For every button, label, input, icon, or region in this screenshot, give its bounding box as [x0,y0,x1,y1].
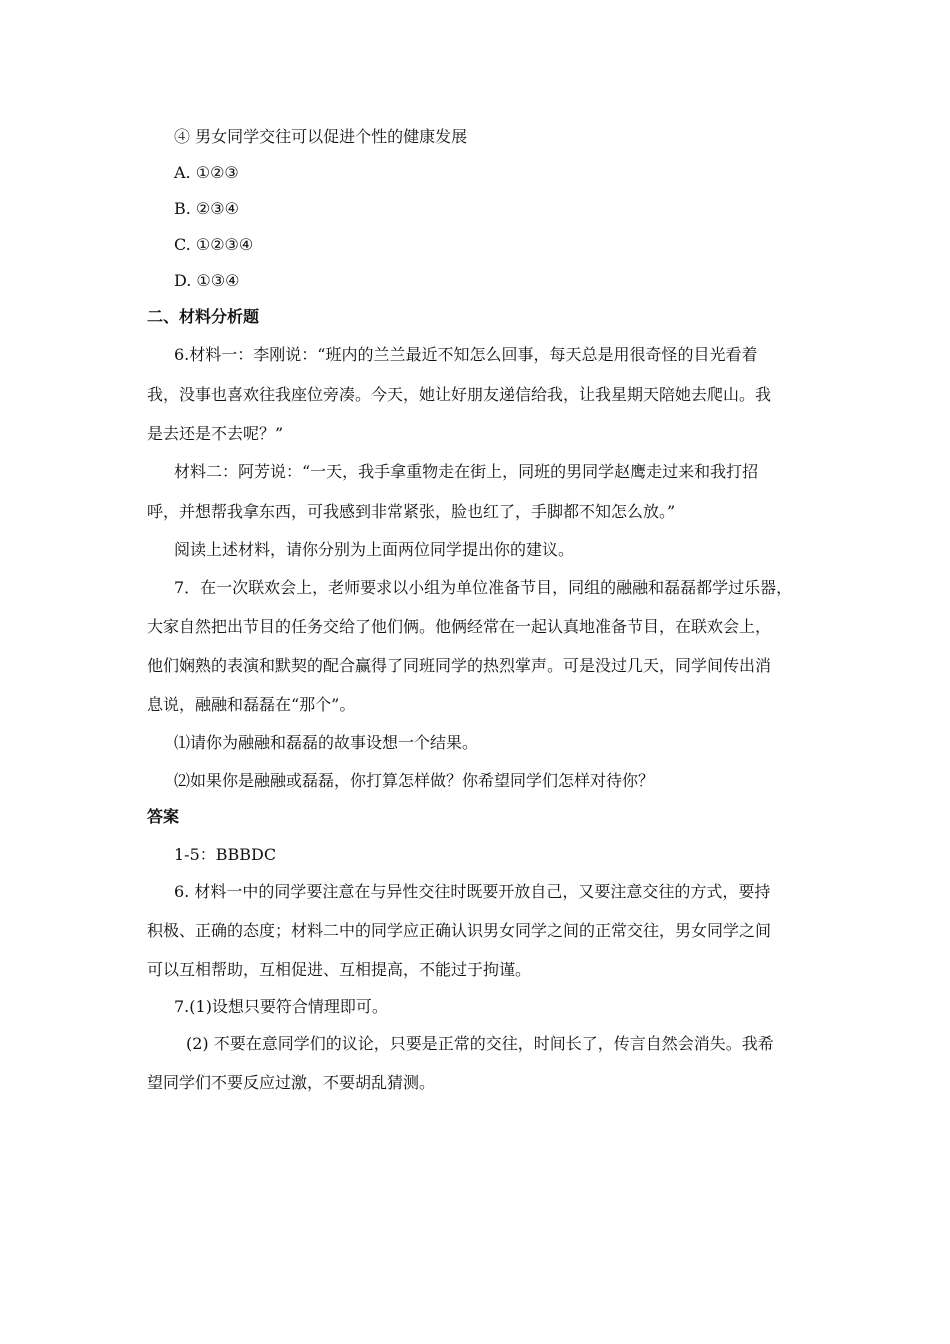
answer-7-line-1: 7.(1)设想只要符合情理即可。 [174,997,388,1016]
q6-line-4: 材料二：阿芳说：“一天，我手拿重物走在街上，同班的男同学赵鹰走过来和我打招 [174,462,759,481]
q6-line-3: 是去还是不去呢？” [147,424,284,443]
section-heading-material-analysis: 二、材料分析题 [147,307,260,326]
answer-6-line-3: 可以互相帮助，互相促进、互相提高，不能过于拘谨。 [147,960,532,979]
q5-option-a: A. ①②③ [174,163,239,182]
q6-line-5: 呼，并想帮我拿东西，可我感到非常紧张，脸也红了，手脚都不知怎么放。” [147,502,676,521]
q7-line-4: 息说，融融和磊磊在“那个”。 [147,695,356,714]
q6-line-2: 我，没事也喜欢往我座位旁凑。今天，她让好朋友递信给我，让我星期天陪她去爬山。我 [147,385,772,404]
q5-option-d: D. ①③④ [174,271,240,290]
q6-line-1: 6.材料一：李刚说：“班内的兰兰最近不知怎么回事，每天总是用很奇怪的目光看着 [174,345,758,364]
answer-7-line-2: (2) 不要在意同学们的议论，只要是正常的交往，时间长了，传言自然会消失。我希 [186,1034,774,1053]
answers-heading: 答案 [147,807,180,826]
q7-subquestion-1: ⑴请你为融融和磊磊的故事设想一个结果。 [174,733,479,752]
answer-1-5: 1-5：BBBDC [174,845,277,864]
answer-7-line-3: 望同学们不要反应过激，不要胡乱猜测。 [147,1073,436,1092]
answer-6-line-2: 积极、正确的态度；材料二中的同学应正确认识男女同学之间的正常交往，男女同学之间 [147,921,772,940]
q6-instruction: 阅读上述材料，请你分别为上面两位同学提出你的建议。 [174,540,575,559]
q5-option-c: C. ①②③④ [174,235,254,254]
q7-line-2: 大家自然把出节目的任务交给了他们俩。他俩经常在一起认真地准备节目，在联欢会上， [147,617,772,636]
q7-line-1: 7．在一次联欢会上，老师要求以小组为单位准备节目，同组的融融和磊磊都学过乐器， [174,578,793,597]
q5-item-4: ④ 男女同学交往可以促进个性的健康发展 [174,127,468,146]
q7-line-3: 他们娴熟的表演和默契的配合赢得了同班同学的热烈掌声。可是没过几天，同学间传出消 [147,656,772,675]
answer-6-line-1: 6. 材料一中的同学要注意在与异性交往时既要开放自己，又要注意交往的方式，要持 [174,882,771,901]
q5-option-b: B. ②③④ [174,199,239,218]
q7-subquestion-2: ⑵如果你是融融或磊磊，你打算怎样做？你希望同学们怎样对待你？ [174,771,655,790]
